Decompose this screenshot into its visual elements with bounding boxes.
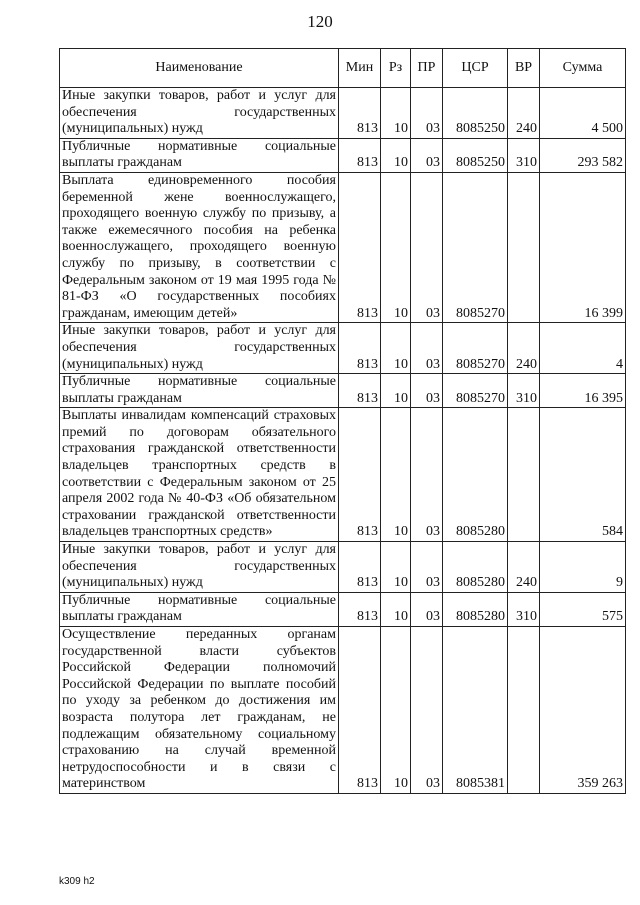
cell-sum: 575 <box>540 592 626 626</box>
cell-vr: 240 <box>508 542 540 593</box>
cell-pr: 03 <box>411 172 443 322</box>
header-sum: Сумма <box>540 49 626 88</box>
cell-rz: 10 <box>381 88 411 139</box>
cell-min: 813 <box>339 542 381 593</box>
cell-pr: 03 <box>411 542 443 593</box>
cell-name: Публичные нормативные социальные выплаты гражданам <box>60 592 339 626</box>
footer-code: k309 h2 <box>59 876 95 887</box>
cell-sum: 16 399 <box>540 172 626 322</box>
cell-min: 813 <box>339 627 381 794</box>
header-rz: Рз <box>381 49 411 88</box>
cell-name: Публичные нормативные социальные выплаты гражданам <box>60 138 339 172</box>
header-name: Наименование <box>60 49 339 88</box>
cell-rz: 10 <box>381 323 411 374</box>
cell-csr: 8085280 <box>443 592 508 626</box>
table-row <box>60 88 626 139</box>
cell-name: Осуществление переданных органам государственной власти субъектов Российской Федерации полномочий Российской Федерации по выплате пособий по уходу за ребенком до достижения им возраста полутора лет гражданам, не подлежащим обязательному социальному страхованию на случай временной нетрудоспособности и в связи с материнством <box>60 627 339 794</box>
cell-pr: 03 <box>411 627 443 794</box>
cell-rz: 10 <box>381 172 411 322</box>
cell-csr: 8085280 <box>443 408 508 542</box>
cell-sum: 16 395 <box>540 374 626 408</box>
table-row <box>60 374 626 408</box>
cell-min: 813 <box>339 138 381 172</box>
header-vr: ВР <box>508 49 540 88</box>
page-number: 120 <box>307 12 333 31</box>
cell-min: 813 <box>339 88 381 139</box>
cell-sum: 4 500 <box>540 88 626 139</box>
cell-name: Иные закупки товаров, работ и услуг для обеспечения государственных (муниципальных) нужд <box>60 88 339 139</box>
cell-min: 813 <box>339 323 381 374</box>
table-header-row <box>60 49 626 88</box>
cell-name: Выплаты инвалидам компенсаций страховых премий по договорам обязательного страхования гражданской ответственности владельцев транспортных средств в соответствии с Федеральным законом от 25 апреля 2002 года № 40-ФЗ «Об обязательном страховании гражданской ответственности владельцев транспортных средств» <box>60 408 339 542</box>
cell-pr: 03 <box>411 374 443 408</box>
header-pr: ПР <box>411 49 443 88</box>
budget-table <box>59 48 626 794</box>
cell-pr: 03 <box>411 323 443 374</box>
cell-min: 813 <box>339 374 381 408</box>
cell-min: 813 <box>339 408 381 542</box>
cell-min: 813 <box>339 592 381 626</box>
cell-sum: 9 <box>540 542 626 593</box>
cell-sum: 4 <box>540 323 626 374</box>
cell-vr: 310 <box>508 138 540 172</box>
header-min: Мин <box>339 49 381 88</box>
cell-csr: 8085250 <box>443 138 508 172</box>
cell-vr: 310 <box>508 592 540 626</box>
cell-rz: 10 <box>381 592 411 626</box>
cell-rz: 10 <box>381 374 411 408</box>
cell-name: Иные закупки товаров, работ и услуг для обеспечения государственных (муниципальных) нужд <box>60 323 339 374</box>
cell-csr: 8085381 <box>443 627 508 794</box>
cell-vr: 240 <box>508 323 540 374</box>
cell-vr <box>508 627 540 794</box>
cell-csr: 8085270 <box>443 374 508 408</box>
table-row <box>60 627 626 794</box>
cell-vr <box>508 172 540 322</box>
cell-sum: 293 582 <box>540 138 626 172</box>
cell-rz: 10 <box>381 138 411 172</box>
table-row <box>60 408 626 542</box>
cell-vr: 310 <box>508 374 540 408</box>
cell-pr: 03 <box>411 592 443 626</box>
cell-csr: 8085270 <box>443 172 508 322</box>
cell-rz: 10 <box>381 408 411 542</box>
table-row <box>60 592 626 626</box>
cell-vr: 240 <box>508 88 540 139</box>
cell-name: Иные закупки товаров, работ и услуг для обеспечения государственных (муниципальных) нужд <box>60 542 339 593</box>
cell-pr: 03 <box>411 88 443 139</box>
cell-csr: 8085280 <box>443 542 508 593</box>
table-row <box>60 323 626 374</box>
cell-sum: 359 263 <box>540 627 626 794</box>
cell-rz: 10 <box>381 542 411 593</box>
cell-name: Выплата единовременного пособия беременной жене военнослужащего, проходящего военную службу по призыву, а также ежемесячного пособия на ребенка военнослужащего, проходящего военную службу по призыву, в соответствии с Федеральным законом от 19 мая 1995 года № 81-ФЗ «О государственных пособиях гражданам, имеющим детей» <box>60 172 339 322</box>
cell-csr: 8085250 <box>443 88 508 139</box>
cell-sum: 584 <box>540 408 626 542</box>
cell-min: 813 <box>339 172 381 322</box>
table-row <box>60 172 626 322</box>
cell-name: Публичные нормативные социальные выплаты гражданам <box>60 374 339 408</box>
cell-vr <box>508 408 540 542</box>
cell-pr: 03 <box>411 138 443 172</box>
cell-rz: 10 <box>381 627 411 794</box>
cell-pr: 03 <box>411 408 443 542</box>
header-csr: ЦСР <box>443 49 508 88</box>
table-row <box>60 138 626 172</box>
table-row <box>60 542 626 593</box>
cell-csr: 8085270 <box>443 323 508 374</box>
